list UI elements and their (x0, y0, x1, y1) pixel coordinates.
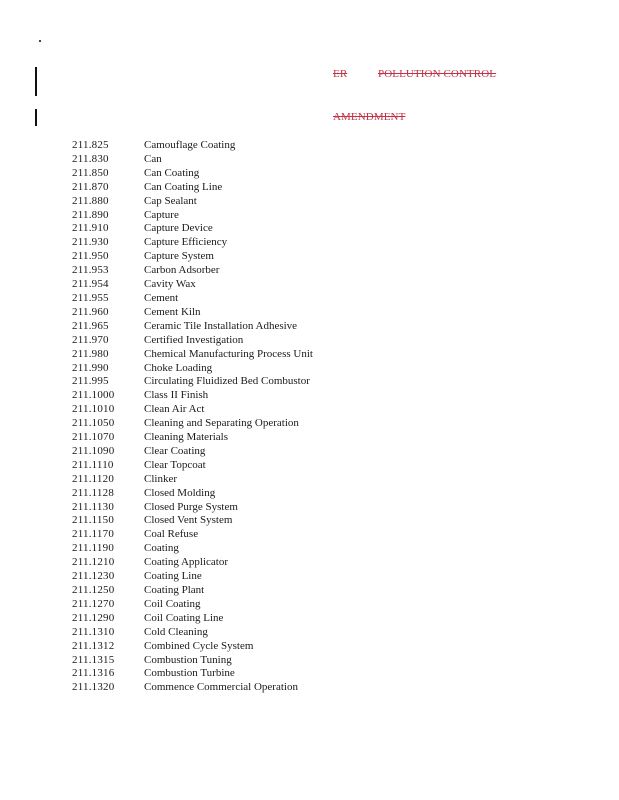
section-number: 211.954 (72, 278, 109, 291)
definition-term: Capture Efficiency (144, 236, 228, 249)
section-number: 211.1010 (72, 403, 115, 416)
section-number: 211.825 (72, 139, 109, 151)
definition-term: Clear Coating (144, 444, 206, 457)
definition-row (72, 403, 372, 417)
definition-row (72, 640, 372, 654)
definition-row (72, 445, 372, 459)
definition-term: Cement Kiln (144, 305, 201, 318)
section-number: 211.965 (72, 319, 109, 332)
section-number: 211.1210 (72, 556, 115, 569)
header-fragment: ER (333, 68, 348, 80)
definition-row (72, 209, 372, 223)
section-number: 211.955 (72, 291, 109, 304)
definition-term: Closed Molding (144, 486, 216, 499)
definition-row (72, 389, 372, 403)
definition-term: Coating Line (144, 570, 202, 583)
definition-term: Circulating Fluidized Bed Combustor (144, 375, 310, 388)
section-number: 211.1230 (72, 570, 115, 583)
definition-row (72, 570, 372, 584)
stray-mark (39, 40, 41, 42)
definition-row (72, 473, 372, 487)
definition-row (72, 139, 372, 153)
definition-term: Coating Applicator (144, 556, 229, 569)
definition-term: Coating (144, 542, 179, 555)
definition-row (72, 626, 372, 640)
section-number: 211.980 (72, 347, 109, 360)
definition-term: Coating Plant (144, 584, 205, 596)
section-number: 211.1128 (72, 486, 115, 499)
section-number: 211.1130 (72, 500, 115, 513)
section-number: 211.950 (72, 250, 109, 263)
section-number: 211.1312 (72, 639, 115, 652)
definition-term: Capture Device (144, 222, 213, 235)
definition-row (72, 487, 372, 501)
definition-term: Can Coating Line (144, 180, 223, 193)
definition-term: Cleaning Materials (144, 431, 229, 444)
definition-row (72, 292, 372, 306)
section-number: 211.1120 (72, 472, 115, 485)
definition-row (72, 556, 372, 570)
definition-row (72, 306, 372, 320)
header-amendment: AMENDMENT (333, 111, 406, 123)
section-number: 211.1320 (72, 681, 115, 694)
definition-term: Commence Commercial Operation (144, 681, 298, 694)
section-number: 211.1290 (72, 611, 115, 624)
definition-term: Chemical Manufacturing Process Unit (144, 347, 313, 360)
definition-row (72, 362, 372, 376)
definition-term: Coal Refuse (144, 528, 199, 541)
definition-term: Capture (144, 208, 179, 221)
section-number: 211.910 (72, 222, 109, 235)
section-number: 211.1110 (72, 458, 114, 471)
section-number: 211.960 (72, 305, 109, 318)
definition-term: Choke Loading (144, 361, 213, 374)
definition-term: Camouflage Coating (144, 139, 236, 151)
definition-row (72, 348, 372, 362)
section-number: 211.850 (72, 166, 109, 179)
definition-row (72, 417, 372, 431)
definition-term: Cement (144, 291, 179, 304)
section-number: 211.1170 (72, 528, 115, 541)
section-number: 211.930 (72, 236, 109, 249)
revision-bar (35, 109, 37, 126)
section-number: 211.995 (72, 375, 109, 388)
definition-term: Cleaning and Separating Operation (144, 417, 299, 430)
definition-row (72, 528, 372, 542)
definition-row (72, 667, 372, 681)
definition-term: Closed Vent System (144, 514, 233, 527)
section-number: 211.1070 (72, 431, 115, 444)
revision-bar (35, 67, 37, 96)
definition-row (72, 264, 372, 278)
section-number: 211.1250 (72, 584, 115, 596)
section-number: 211.890 (72, 208, 109, 221)
section-number: 211.1316 (72, 667, 115, 680)
definition-term: Can (144, 152, 162, 165)
definition-term: Combined Cycle System (144, 639, 254, 652)
definition-row (72, 334, 372, 348)
definition-term: Cavity Wax (144, 278, 196, 291)
section-number: 211.1190 (72, 542, 115, 555)
definition-term: Closed Purge System (144, 500, 238, 513)
section-number: 211.880 (72, 194, 109, 207)
definition-row (72, 431, 372, 445)
definition-row (72, 250, 372, 264)
section-number: 211.1150 (72, 514, 115, 527)
section-number: 211.990 (72, 361, 109, 374)
definition-row (72, 153, 372, 167)
definition-row (72, 375, 372, 389)
definition-term: Clean Air Act (144, 403, 205, 416)
definition-term: Coil Coating Line (144, 611, 224, 624)
definition-row (72, 654, 372, 668)
section-number: 211.1270 (72, 597, 115, 610)
definition-term: Class II Finish (144, 389, 209, 402)
definition-row (72, 320, 372, 334)
section-number: 211.1315 (72, 653, 115, 666)
definition-row (72, 612, 372, 626)
definition-row (72, 542, 372, 556)
definition-term: Combustion Tuning (144, 653, 232, 666)
definitions-list (72, 139, 372, 695)
section-number: 211.1310 (72, 625, 115, 638)
definition-row (72, 514, 372, 528)
section-number: 211.1000 (72, 389, 115, 402)
definition-row (72, 278, 372, 292)
definition-row (72, 501, 372, 515)
definition-term: Can Coating (144, 166, 200, 179)
definition-term: Certified Investigation (144, 333, 244, 346)
definition-row (72, 584, 372, 598)
definition-term: Clear Topcoat (144, 458, 206, 471)
definition-row (72, 181, 372, 195)
definition-term: Cap Sealant (144, 194, 197, 207)
definition-term: Cold Cleaning (144, 625, 208, 638)
section-number: 211.1090 (72, 444, 115, 457)
definition-row (72, 459, 372, 473)
definition-term: Capture System (144, 250, 214, 263)
definition-row (72, 167, 372, 181)
definition-term: Clinker (144, 472, 177, 485)
definition-term: Carbon Adsorber (144, 264, 220, 277)
header-title: POLLUTION CONTROL (378, 68, 497, 80)
definition-term: Ceramic Tile Installation Adhesive (144, 319, 298, 332)
section-number: 211.953 (72, 264, 109, 277)
definition-row (72, 236, 372, 250)
definition-term: Combustion Turbine (144, 667, 235, 680)
definition-term: Coil Coating (144, 597, 201, 610)
section-number: 211.870 (72, 180, 109, 193)
section-number: 211.1050 (72, 417, 115, 430)
section-number: 211.970 (72, 333, 109, 346)
definition-row (72, 222, 372, 236)
definition-row (72, 195, 372, 209)
section-number: 211.830 (72, 152, 109, 165)
definition-row (72, 681, 372, 695)
definition-row (72, 598, 372, 612)
